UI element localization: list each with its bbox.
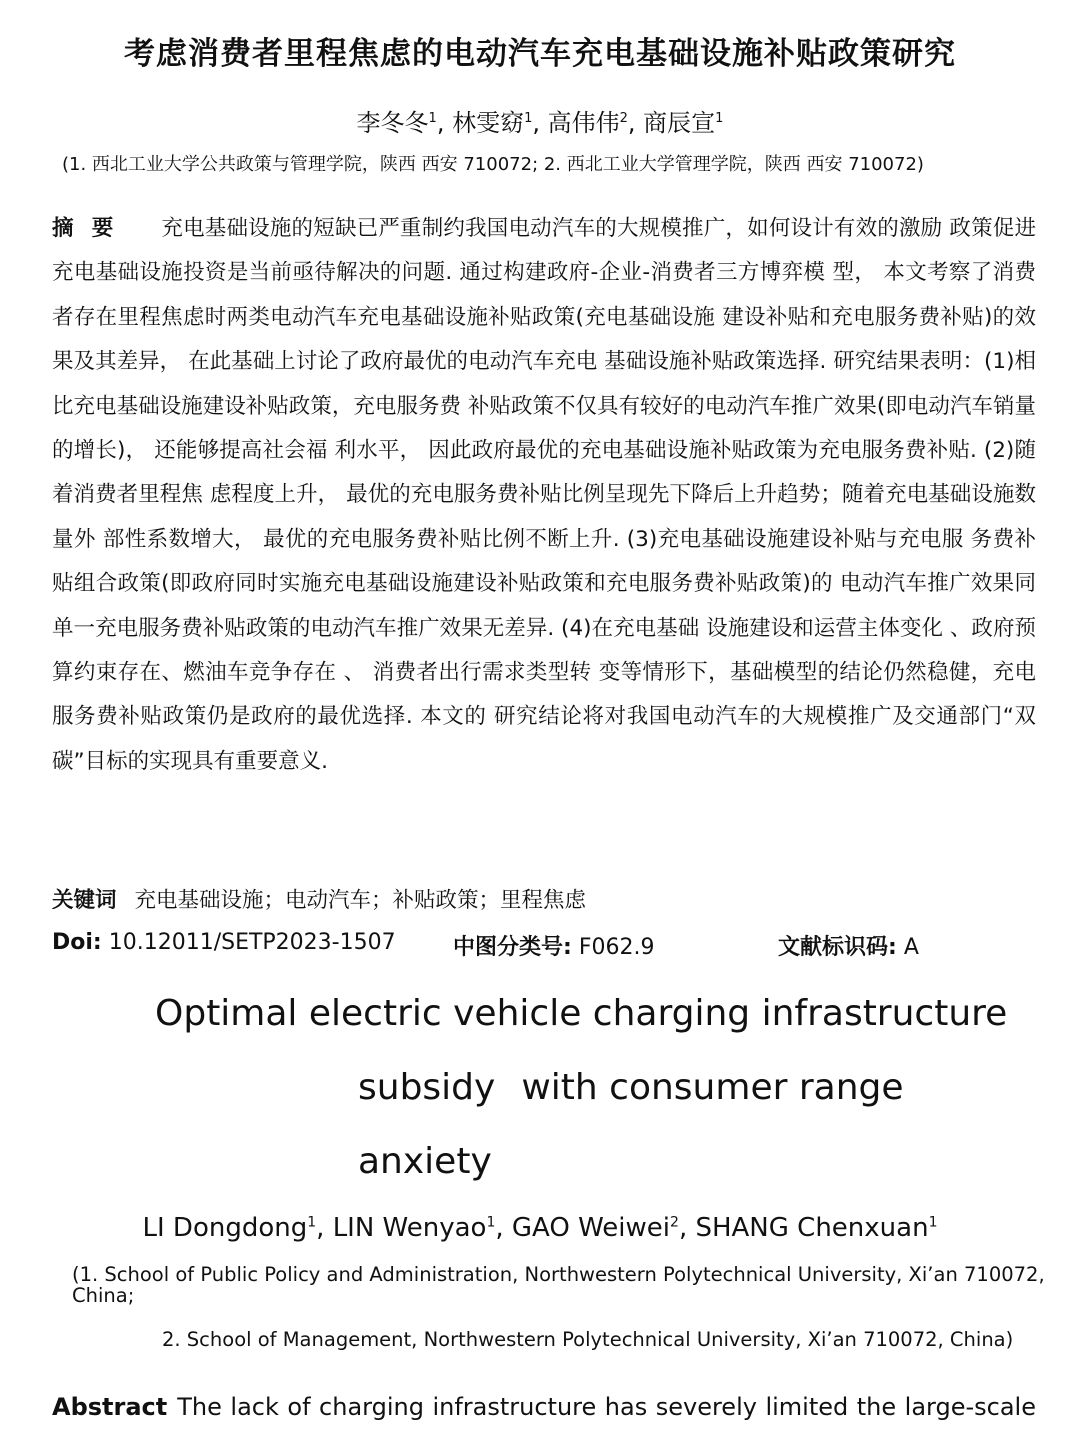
english-authors: LI Dongdong$^1$, LIN Wenyao$^1$, GAO Weiwei$^2$, SHANG Chenxuan$^1$ [142,1213,938,1243]
author-name: 高伟伟 [547,109,620,137]
author-name: 商辰宣 [643,109,716,137]
chinese-title: 考虑消费者里程焦虑的电动汽车充电基础设施补贴政策研究 [124,36,956,72]
author-affil-mark: 1 [486,1214,496,1231]
english-affiliation-2: 2. School of Management, Northwestern Polytechnical University, Xi’an 710072, China) [162,1328,1014,1351]
author-affil-mark: 2 [619,111,628,126]
author-affil-mark: 1 [524,111,533,126]
doi-label: Doi: [52,930,102,955]
chinese-abstract [52,207,1036,784]
chinese-keywords [52,883,586,914]
abstract-label: 摘要 [52,216,132,241]
author-affil-mark: 1 [307,1214,317,1231]
clc-number [453,930,654,961]
chinese-authors: 李冬冬$^1$, 林雯窈$^1$, 高伟伟$^2$, 商辰宣$^1$ [356,109,724,137]
document-code-label: 文献标识码: [778,935,897,960]
author-name: LIN Wenyao [332,1213,487,1243]
english-abstract-body: The lack of charging infrastructure has severely limited the large-scale [177,1393,1036,1421]
chinese-affiliation: (1. 西北工业大学公共政策与管理学院，陕西 西安 710072; 2. 西北工业大学管理学院，陕西 西安 710072) [62,154,924,175]
english-title-line-3: anxiety [358,1141,492,1182]
abstract-body: 充电基础设施的短缺已严重制约我国电动汽车的大规模推广，如何设计有效的激励 政策促进充电基础设施投资是当前亟待解决的问题. 通过构建政府-企业-消费者三方博弈模 型， 本文考察了消费者存在里程焦虑时两类电动汽车充电基础设施补贴政策(充电基础设施 建设补贴和充电服务费补贴)的效果及其差异， 在此基础上讨论了政府最优的电动汽车充电 基础设施补贴政策选择. 研究结果表明：(1)相比充电基础设施建设补贴政策，充电服务费 补贴政策不仅具有较好的电动汽车推广效果(即电动汽车销量的增长)， 还能够提高社会福 利水平， 因此政府最优的充电基础设施补贴政策为充电服务费补贴. (2)随着消费者里程焦 虑程度上升， 最优的充电服务费补贴比例呈现先下降后上升趋势；随着充电基础设施数量外 部性系数增大， 最优的充电服务费补贴比例不断上升. (3)充电基础设施建设补贴与充电服 务费补贴组合政策(即政府同时实施充电基础设施建设补贴政策和充电服务费补贴政策)的 电动汽车推广效果同单一充电服务费补贴政策的电动汽车推广效果无差异. (4)在充电基础 设施建设和运营主体变化 、政府预算约束存在、燃油车竞争存在 、 消费者出行需求类型转 变等情形下，基础模型的结论仍然稳健，充电服务费补贴政策仍是政府的最优选择. 本文的 研究结论将对我国电动汽车的大规模推广及交通部门“双碳”目标的实现具有重要意义. [52,216,1036,774]
english-title-line-2: subsidy with consumer range [358,1067,904,1108]
english-title-line-1: Optimal electric vehicle charging infrastructure [155,993,1008,1034]
author-affil-mark: 1 [928,1214,938,1231]
clc-value: F062.9 [578,935,655,960]
author-name: GAO Weiwei [511,1213,671,1243]
clc-label: 中图分类号: [453,935,572,960]
author-affil-mark: 2 [670,1214,679,1231]
english-abstract [52,1393,1036,1421]
english-affiliation-1: (1. School of Public Policy and Administration, Northwestern Polytechnical University, Xi’an 710072, China; [72,1263,1045,1307]
author-name: 李冬冬 [356,109,429,137]
author-affil-mark: 1 [715,111,724,126]
author-name: SHANG Chenxuan [695,1213,929,1243]
author-affil-mark: 1 [428,111,437,126]
english-abstract-label: Abstract [52,1393,168,1421]
doi [52,930,396,955]
keywords-label: 关键词 [52,888,117,913]
author-name: LI Dongdong [142,1213,308,1243]
keywords-list: 充电基础设施；电动汽车；补贴政策；里程焦虑 [134,888,587,913]
document-code-value: A [903,935,919,960]
doi-value: 10.12011/SETP2023-1507 [108,930,396,955]
author-name: 林雯窈 [452,109,525,137]
document-code [778,930,919,961]
